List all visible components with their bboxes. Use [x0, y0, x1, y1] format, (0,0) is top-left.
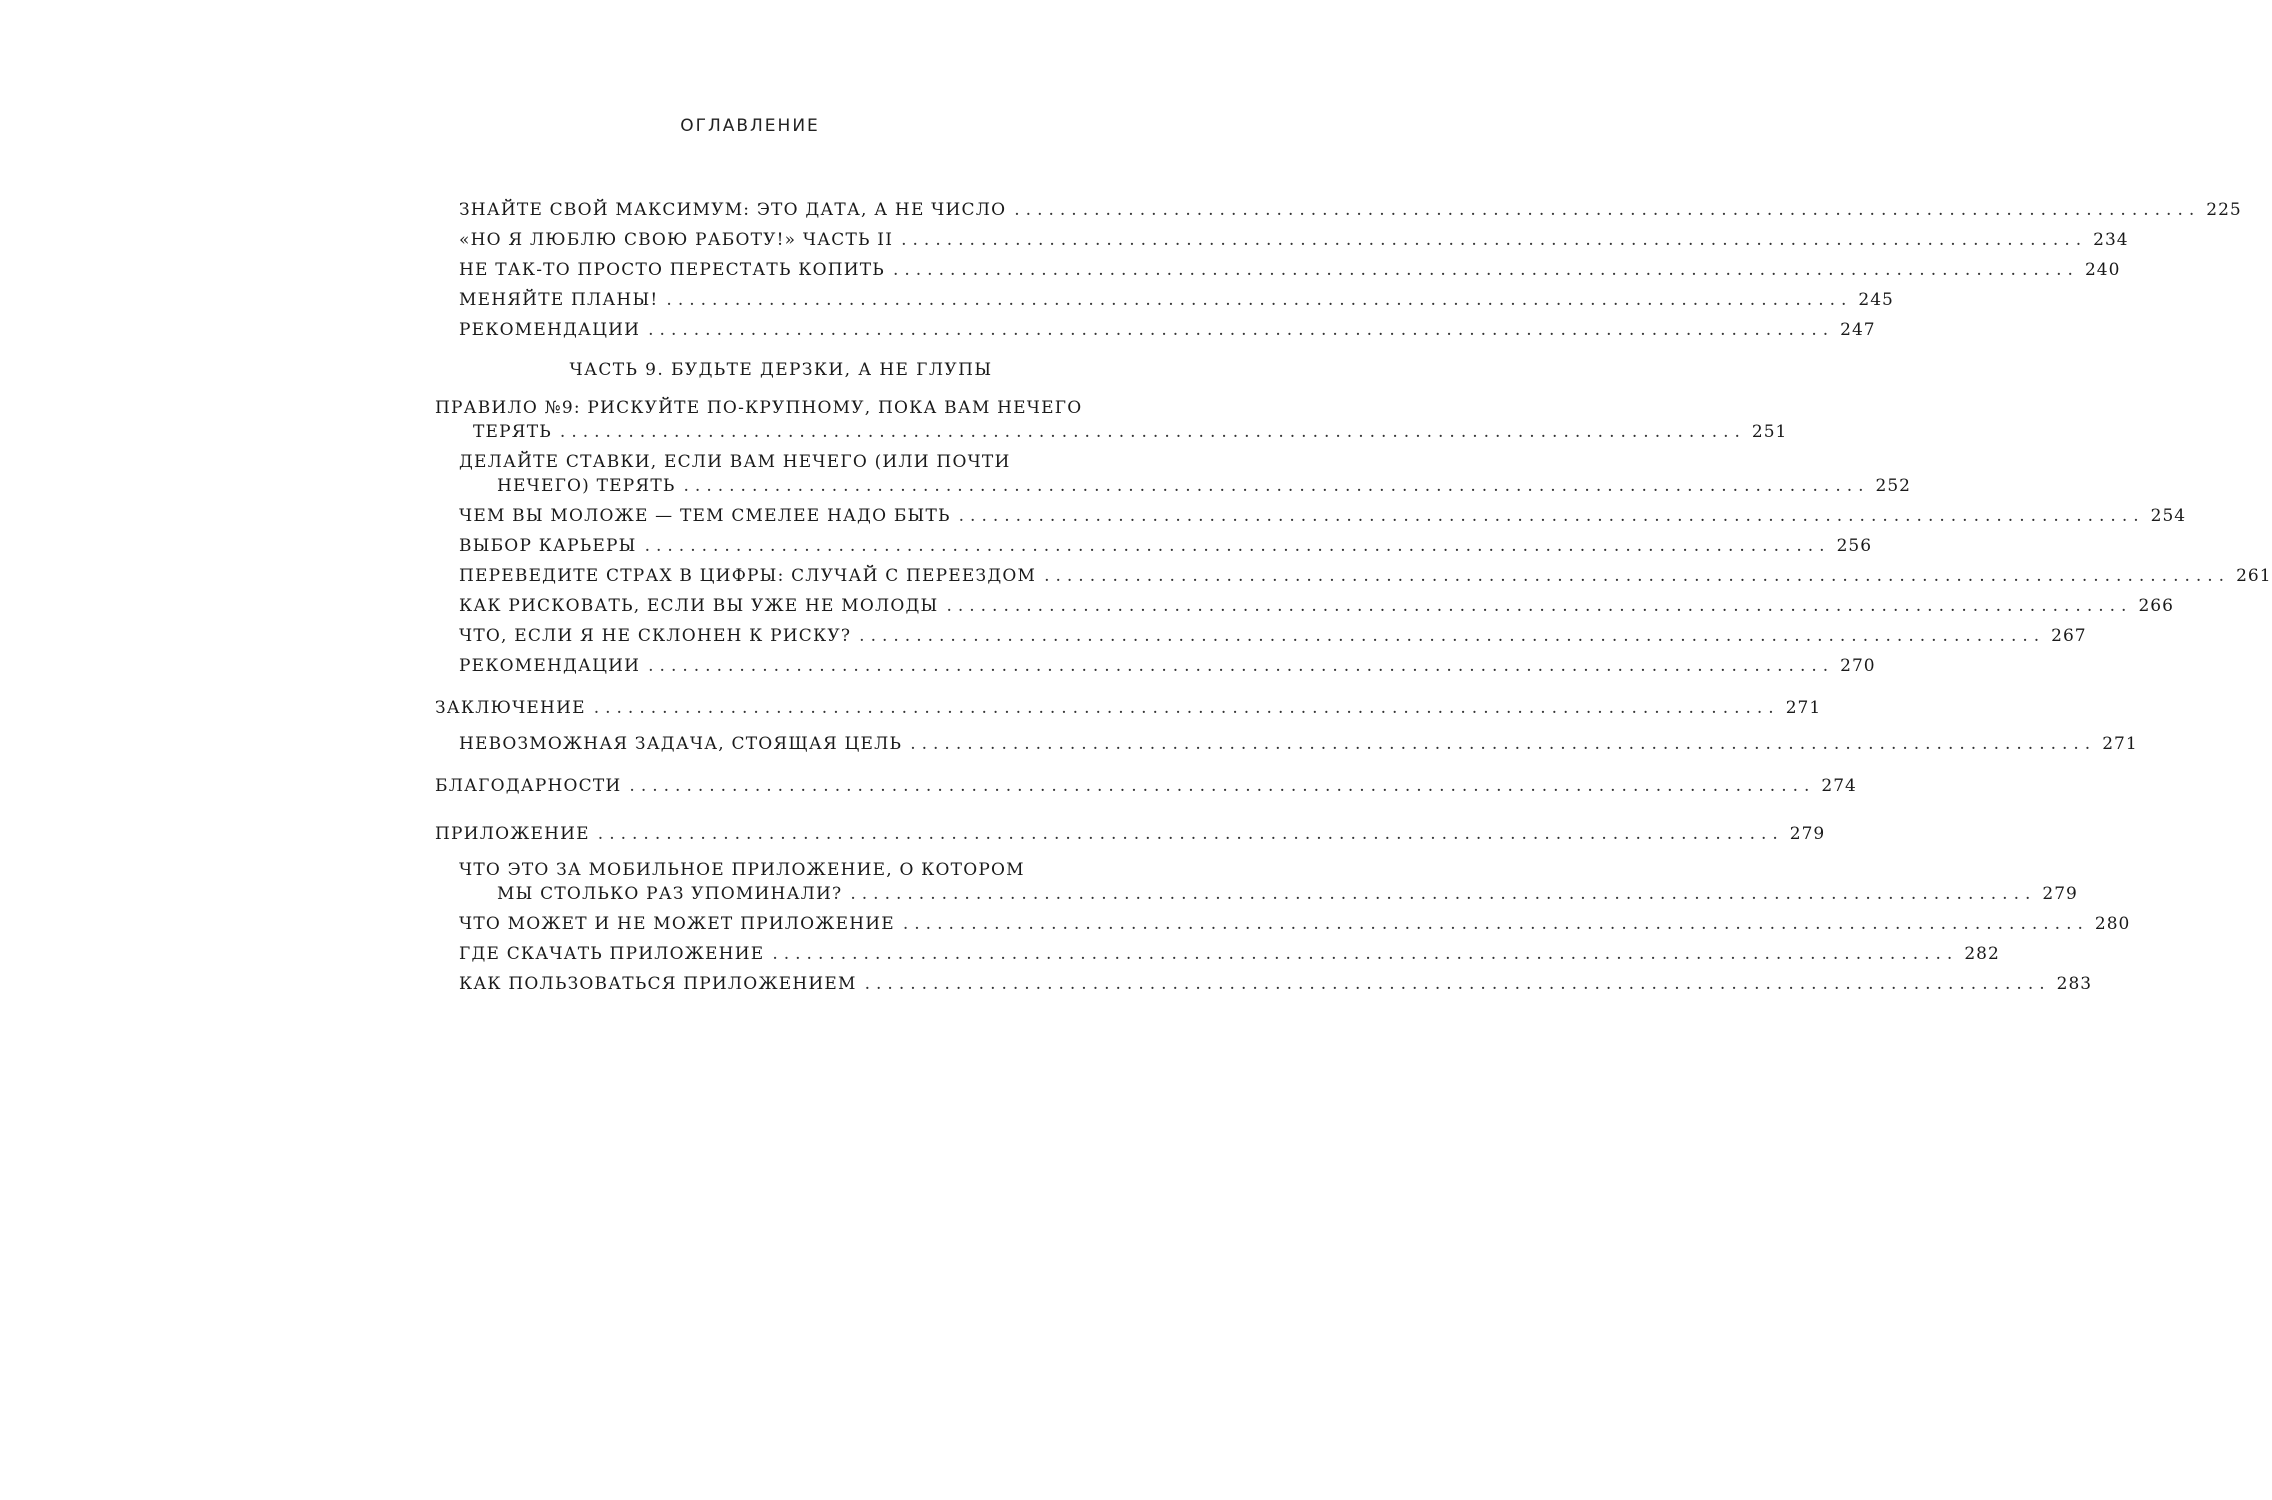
toc-entry[interactable] — [435, 396, 1788, 444]
toc-entry-title: ЧТО МОЖЕТ И НЕ МОЖЕТ ПРИЛОЖЕНИЕ — [459, 914, 895, 934]
leader-dots: ........................................................................................................ — [892, 260, 2079, 280]
leader-dots: ........................................................................................................ — [644, 536, 1831, 556]
toc-entry-page: 254 — [2150, 506, 2187, 526]
toc-entry-page: 261 — [2236, 566, 2272, 586]
toc-entry-page: 234 — [2093, 230, 2129, 250]
toc-entry[interactable] — [459, 624, 2087, 648]
toc-entry-title: ПРИЛОЖЕНИЕ — [435, 824, 590, 844]
toc-entry-title-line2: МЫ СТОЛЬКО РАЗ УПОМИНАЛИ? — [497, 884, 843, 904]
leader-dots: ........................................................................................................ — [1014, 200, 2201, 220]
toc-entry-page: 256 — [1836, 536, 1873, 556]
leader-dots: ........................................................................................................ — [910, 734, 2097, 754]
toc-entry[interactable] — [435, 822, 1826, 846]
toc-entry-title: НЕВОЗМОЖНАЯ ЗАДАЧА, СТОЯЩАЯ ЦЕЛЬ — [459, 734, 903, 754]
toc-entry-page: 271 — [1785, 698, 1822, 718]
toc-entry-page: 271 — [2102, 734, 2138, 754]
leader-dots: ........................................................................................................ — [1044, 566, 2231, 586]
toc-entry-title: НЕ ТАК-ТО ПРОСТО ПЕРЕСТАТЬ КОПИТЬ — [459, 260, 885, 280]
toc-entry[interactable] — [459, 198, 2242, 222]
toc-entry-page: 225 — [2206, 200, 2242, 220]
leader-dots: ........................................................................................................ — [648, 320, 1835, 340]
leader-dots: ........................................................................................................ — [902, 914, 2089, 934]
leader-dots: ........................................................................................................ — [559, 422, 1746, 442]
toc-entry[interactable] — [459, 732, 2138, 756]
toc-entry-page: 252 — [1875, 476, 1911, 496]
part-heading: ЧАСТЬ 9. БУДЬТЕ ДЕРЗКИ, А НЕ ГЛУПЫ — [569, 360, 993, 380]
toc-entry-title: МЕНЯЙТЕ ПЛАНЫ! — [459, 290, 659, 310]
toc-entry-title: ГДЕ СКАЧАТЬ ПРИЛОЖЕНИЕ — [459, 944, 765, 964]
toc-entry-title: РЕКОМЕНДАЦИИ — [459, 656, 641, 676]
toc-entry[interactable] — [435, 774, 1857, 798]
toc-entry[interactable] — [459, 318, 1876, 342]
toc-entry-page: 247 — [1840, 320, 1876, 340]
leader-dots: ........................................................................................................ — [958, 506, 2145, 526]
toc-entry-title: РЕКОМЕНДАЦИИ — [459, 320, 641, 340]
toc-entry[interactable] — [435, 696, 1822, 720]
toc-entry[interactable] — [459, 858, 2078, 906]
toc-entry-title: ВЫБОР КАРЬЕРЫ — [459, 536, 637, 556]
toc-entry[interactable] — [459, 594, 2174, 618]
toc-entry-title: «НО Я ЛЮБЛЮ СВОЮ РАБОТУ!» ЧАСТЬ II — [459, 230, 894, 250]
toc-entry-title: ЗНАЙТЕ СВОЙ МАКСИМУМ: ЭТО ДАТА, А НЕ ЧИСЛО — [459, 200, 1007, 220]
toc-entry-title: ЧЕМ ВЫ МОЛОЖЕ — ТЕМ СМЕЛЕЕ НАДО БЫТЬ — [459, 506, 951, 526]
toc-entry-title: КАК ПОЛЬЗОВАТЬСЯ ПРИЛОЖЕНИЕМ — [459, 974, 857, 994]
leader-dots: ........................................................................................................ — [859, 626, 2046, 646]
toc-entry[interactable] — [459, 972, 2093, 996]
toc-entry-page: 267 — [2051, 626, 2087, 646]
leader-dots: ........................................................................................................ — [597, 824, 1784, 844]
leader-dots: ........................................................................................................ — [946, 596, 2133, 616]
toc-entry[interactable] — [459, 288, 1894, 312]
page-title: ОГЛАВЛЕНИЕ — [680, 116, 820, 136]
leader-dots: ........................................................................................................ — [772, 944, 1959, 964]
leader-dots: ........................................................................................................ — [850, 884, 2037, 904]
toc-entry-title-line1: ЧТО ЭТО ЗА МОБИЛЬНОЕ ПРИЛОЖЕНИЕ, О КОТОРОМ — [459, 860, 1025, 880]
toc-entry-title-line1: ДЕЛАЙТЕ СТАВКИ, ЕСЛИ ВАМ НЕЧЕГО (ИЛИ ПОЧТИ — [459, 452, 1011, 472]
toc-entry[interactable] — [459, 228, 2129, 252]
leader-dots: ........................................................................................................ — [648, 656, 1835, 676]
toc-entry-title: ЗАКЛЮЧЕНИЕ — [435, 698, 586, 718]
toc-entry-page: 282 — [1964, 944, 2000, 964]
toc-entry[interactable] — [459, 942, 2000, 966]
toc-entry-page: 274 — [1821, 776, 1857, 796]
leader-dots: ........................................................................................................ — [864, 974, 2051, 994]
toc-entry-title: ЧТО, ЕСЛИ Я НЕ СКЛОНЕН К РИСКУ? — [459, 626, 852, 646]
toc-entry-page: 280 — [2094, 914, 2131, 934]
toc-entry-page: 251 — [1751, 422, 1788, 442]
leader-dots: ........................................................................................................ — [683, 476, 1870, 496]
toc-entry-page: 245 — [1858, 290, 1894, 310]
toc-entry-page: 283 — [2056, 974, 2093, 994]
toc-entry-title-line2: НЕЧЕГО) ТЕРЯТЬ — [497, 476, 676, 496]
toc-entry-page: 279 — [1789, 824, 1826, 844]
toc-entry[interactable] — [459, 258, 2121, 282]
toc-entry-title: ПЕРЕВЕДИТЕ СТРАХ В ЦИФРЫ: СЛУЧАЙ С ПЕРЕЕЗДОМ — [459, 566, 1037, 586]
toc-entry-page: 270 — [1840, 656, 1876, 676]
leader-dots: ........................................................................................................ — [593, 698, 1780, 718]
toc-entry-title: БЛАГОДАРНОСТИ — [435, 776, 622, 796]
toc-entry[interactable] — [459, 564, 2272, 588]
toc-entry[interactable] — [459, 912, 2131, 936]
toc-entry-page: 279 — [2042, 884, 2078, 904]
toc-entry-title-line1: ПРАВИЛО №9: РИСКУЙТЕ ПО-КРУПНОМУ, ПОКА ВАМ НЕЧЕГО — [435, 398, 1083, 418]
toc-entry[interactable] — [459, 654, 1876, 678]
toc-entry-page: 240 — [2084, 260, 2121, 280]
toc-entry[interactable] — [459, 534, 1873, 558]
leader-dots: ........................................................................................................ — [666, 290, 1853, 310]
toc-entry-title: КАК РИСКОВАТЬ, ЕСЛИ ВЫ УЖЕ НЕ МОЛОДЫ — [459, 596, 939, 616]
toc-entry[interactable] — [459, 450, 1911, 498]
toc-entry[interactable] — [459, 504, 2187, 528]
leader-dots: ........................................................................................................ — [629, 776, 1816, 796]
leader-dots: ........................................................................................................ — [901, 230, 2088, 250]
toc-entry-title-line2: ТЕРЯТЬ — [473, 422, 552, 442]
toc-entry-page: 266 — [2138, 596, 2174, 616]
